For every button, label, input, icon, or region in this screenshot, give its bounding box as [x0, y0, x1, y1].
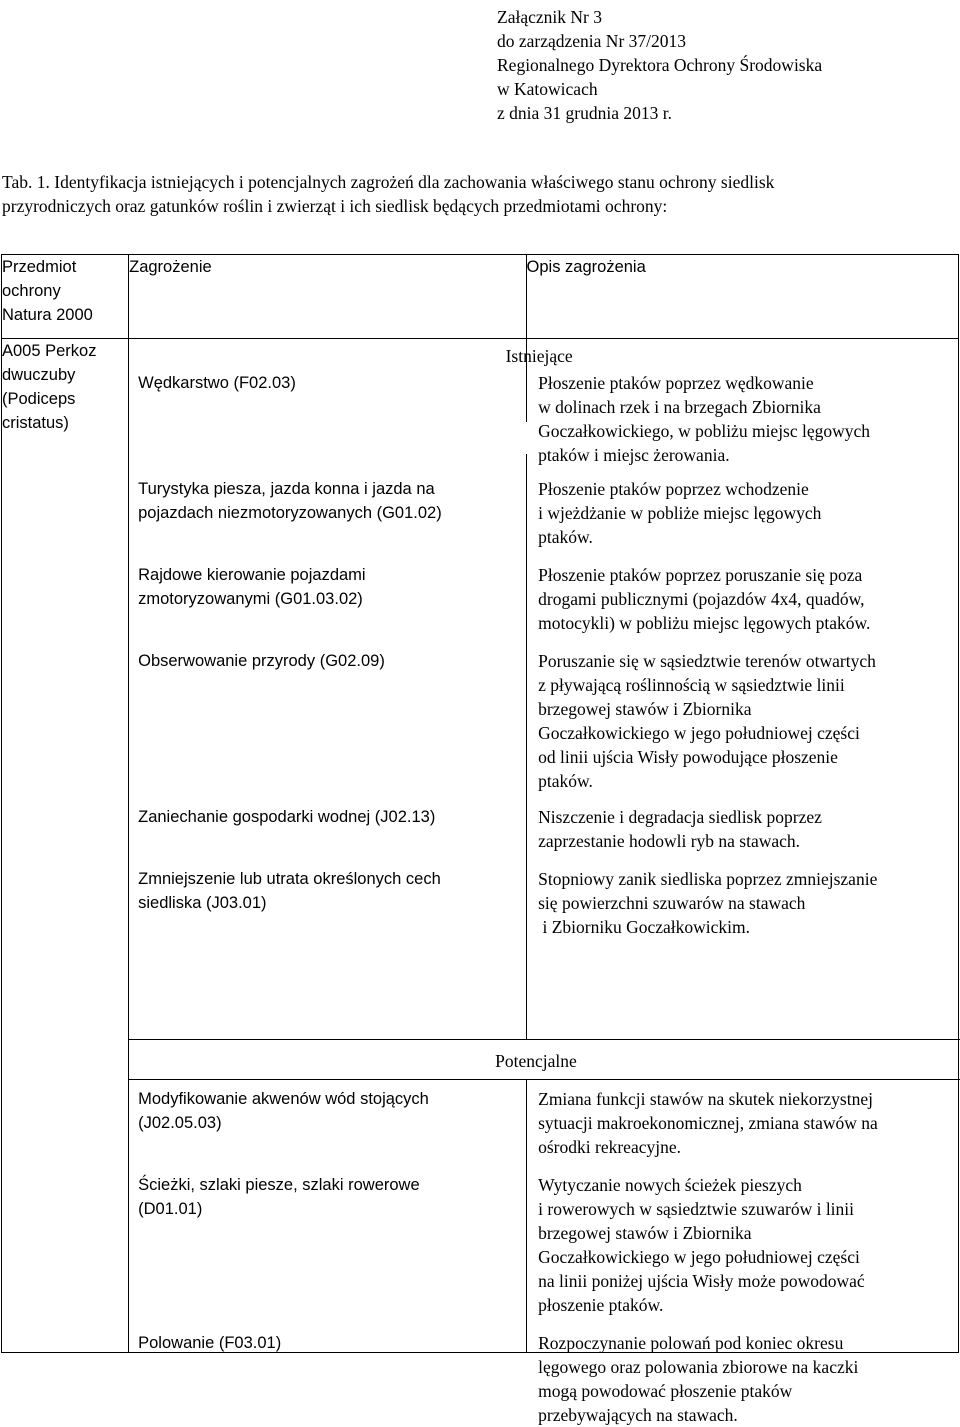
subject-line: dwuczuby	[2, 366, 76, 384]
section-existing-text: Istniejące	[505, 346, 573, 366]
description-line: Rozpoczynanie polowań pod koniec okresu	[538, 1333, 844, 1353]
description-item	[538, 649, 876, 793]
description-line: Goczałkowickiego, w pobliżu miejsc lęgowych	[538, 421, 871, 441]
column-divider	[526, 1079, 527, 1352]
description-line: mogą powodować płoszenie ptaków	[538, 1381, 793, 1401]
description-line: zaprzestanie hodowli ryb na stawach.	[538, 831, 801, 851]
description-line: i wjeżdżanie w pobliże miejsc lęgowych	[538, 503, 822, 523]
description-line: płoszenie ptaków.	[538, 1295, 664, 1315]
threat-line: Polowanie (F03.01)	[138, 1334, 282, 1352]
threat-line: Wędkarstwo (F02.03)	[138, 374, 296, 392]
description-item	[538, 1331, 858, 1427]
threat-line: (J02.05.03)	[138, 1114, 222, 1132]
table-body-row	[2, 339, 959, 1353]
description-line: na linii poniżej ujścia Wisły może powodować	[538, 1271, 865, 1291]
header-subject-line: ochrony	[2, 282, 61, 300]
description-line: lęgowego oraz polowania zbiorowe na kaczki	[538, 1357, 859, 1377]
subject-line: cristatus)	[2, 414, 69, 432]
threat-item	[138, 867, 441, 915]
header-subject	[2, 255, 129, 339]
description-line: Goczałkowickiego w jego południowej części	[538, 1247, 860, 1267]
description-line: się powierzchni szuwarów na stawach	[538, 893, 806, 913]
column-divider	[526, 339, 527, 422]
description-item	[538, 477, 821, 549]
description-line: motocykli) w pobliżu miejsc lęgowych ptaków.	[538, 613, 871, 633]
threat-line: siedliska (J03.01)	[138, 894, 267, 912]
caption-line: przyrodniczych oraz gatunków roślin i zwierząt i ich siedlisk będących przedmiotami ochrony:	[2, 196, 668, 216]
description-line: sytuacji makroekonomicznej, zmiana stawów na	[538, 1113, 878, 1133]
description-item	[538, 867, 877, 939]
threat-item	[138, 805, 435, 829]
threat-item	[138, 1331, 281, 1355]
threat-line: Zmniejszenie lub utrata określonych cech	[138, 870, 441, 888]
section-divider	[129, 1039, 960, 1040]
table-caption	[2, 170, 958, 218]
threats-table	[1, 254, 959, 1425]
description-item	[538, 563, 870, 635]
header-subject-line: Przedmiot	[2, 258, 77, 276]
description-line: z pływającą roślinnością w sąsiedztwie linii	[538, 675, 845, 695]
caption-line: Tab. 1. Identyfikacja istniejących i potencjalnych zagrożeń dla zachowania właściwego stanu ochrony siedlisk	[2, 172, 775, 192]
threat-line: (D01.01)	[138, 1200, 203, 1218]
description-line: brzegowej stawów i Zbiornika	[538, 699, 752, 719]
subject-cell	[2, 339, 129, 1353]
description-line: drogami publicznymi (pojazdów 4x4, quadów,	[538, 589, 865, 609]
threat-line: Zaniechanie gospodarki wodnej (J02.13)	[138, 808, 436, 826]
header-line: w Katowicach	[497, 79, 598, 99]
description-line: Płoszenie ptaków poprzez poruszanie się poza	[538, 565, 863, 585]
table-header-row	[2, 255, 959, 339]
header-subject-line: Natura 2000	[2, 306, 93, 324]
threat-item	[138, 1173, 420, 1221]
header-description: Opis zagrożenia	[526, 255, 958, 339]
description-line: ptaków i miejsc żerowania.	[538, 445, 730, 465]
threat-item	[138, 371, 296, 395]
header-threat: Zagrożenie	[129, 255, 526, 339]
description-item	[538, 805, 822, 853]
threat-line: Rajdowe kierowanie pojazdami	[138, 566, 366, 584]
description-line: Stopniowy zanik siedliska poprzez zmniejszanie	[538, 869, 878, 889]
threat-item	[138, 649, 385, 673]
description-line: brzegowej stawów i Zbiornika	[538, 1223, 752, 1243]
threat-item	[138, 563, 365, 611]
header-line: do zarządzenia Nr 37/2013	[497, 31, 687, 51]
document-header	[497, 5, 937, 125]
description-line: Zmiana funkcji stawów na skutek niekorzystnej	[538, 1089, 873, 1109]
threat-item	[138, 477, 442, 525]
threat-line: zmotoryzowanymi (G01.03.02)	[138, 590, 363, 608]
description-line: Niszczenie i degradacja siedlisk poprzez	[538, 807, 822, 827]
description-line: ośrodki rekreacyjne.	[538, 1137, 681, 1157]
description-line: ptaków.	[538, 527, 593, 547]
description-line: ptaków.	[538, 771, 593, 791]
threat-line: pojazdach niezmotoryzowanych (G01.02)	[138, 504, 442, 522]
column-divider	[526, 454, 527, 1039]
description-line: przebywających na stawach.	[538, 1405, 738, 1425]
description-line: Płoszenie ptaków poprzez wchodzenie	[538, 479, 809, 499]
header-line: Regionalnego Dyrektora Ochrony Środowiska	[497, 55, 823, 75]
description-line: i Zbiorniku Goczałkowickim.	[538, 917, 751, 937]
description-item	[538, 1173, 865, 1317]
threat-line: Obserwowanie przyrody (G02.09)	[138, 652, 385, 670]
section-divider	[129, 1079, 960, 1080]
description-line: od linii ujścia Wisły powodujące płoszenie	[538, 747, 838, 767]
threat-line: Ścieżki, szlaki piesze, szlaki rowerowe	[138, 1176, 420, 1194]
description-line: w dolinach rzek i na brzegach Zbiornika	[538, 397, 821, 417]
section-potential-text: Potencjalne	[495, 1051, 577, 1071]
header-line: Załącznik Nr 3	[497, 7, 602, 27]
subject-line: A005 Perkoz	[2, 342, 97, 360]
threat-line: Modyfikowanie akwenów wód stojących	[138, 1090, 429, 1108]
threats-body-canvas	[129, 339, 958, 1425]
description-item	[538, 371, 870, 467]
description-line: Poruszanie się w sąsiedztwie terenów otwartych	[538, 651, 876, 671]
threat-item	[138, 1087, 429, 1135]
description-line: i rowerowych w sąsiedztwie szuwarów i linii	[538, 1199, 855, 1219]
description-line: Płoszenie ptaków poprzez wędkowanie	[538, 373, 814, 393]
section-existing-label	[129, 344, 960, 368]
description-item	[538, 1087, 878, 1159]
header-line: z dnia 31 grudnia 2013 r.	[497, 103, 672, 123]
threats-body	[129, 339, 959, 1425]
description-line: Goczałkowickiego w jego południowej części	[538, 723, 860, 743]
threat-line: Turystyka piesza, jazda konna i jazda na	[138, 480, 435, 498]
description-line: Wytyczanie nowych ścieżek pieszych	[538, 1175, 802, 1195]
subject-line: (Podiceps	[2, 390, 76, 408]
